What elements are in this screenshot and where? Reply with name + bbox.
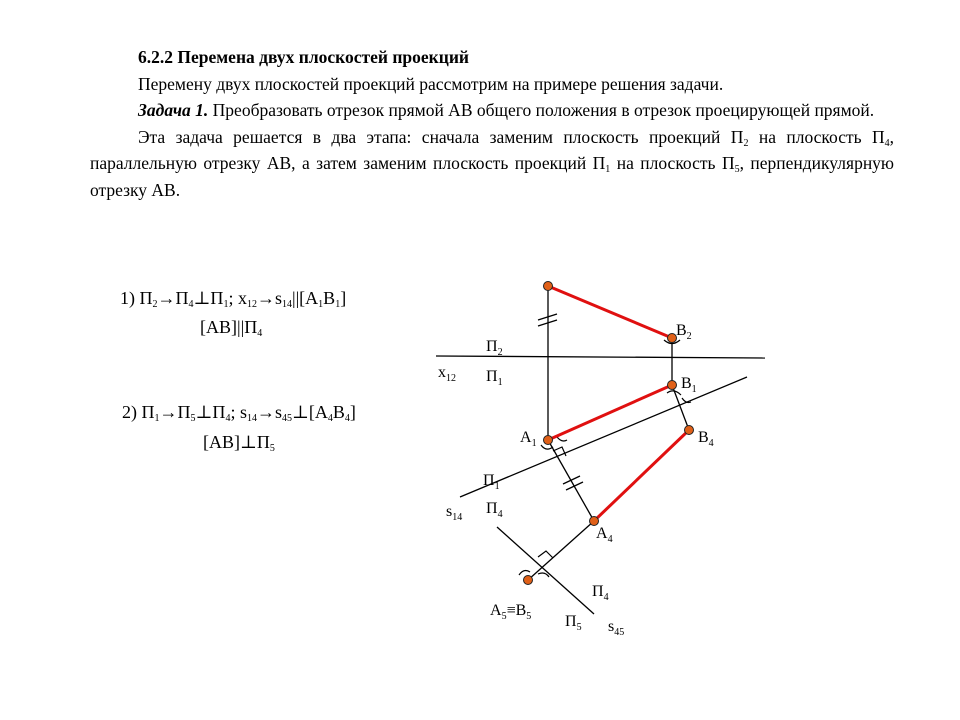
step1-part: 1) П [120, 288, 153, 308]
link-line-a4-a5 [528, 521, 594, 580]
step2-part: 2) П [122, 402, 155, 422]
step1-sub: 14 [281, 299, 292, 310]
step1-result-text: [AB]||П [200, 317, 258, 337]
step2-part: B [332, 402, 345, 422]
label-a5-b5: $A_5\equiv B_5$ [490, 602, 532, 622]
arc-mark [519, 571, 530, 575]
step1-part: ; x [228, 288, 247, 308]
stages-text-5: , перпендикулярную отрезку AB. [90, 153, 895, 200]
label-b1: $B_1$ [681, 375, 697, 395]
arc-mark [667, 391, 681, 395]
point-a2 [544, 282, 553, 291]
step1-part: →П [157, 288, 189, 308]
segment-a1b1 [548, 385, 672, 440]
step2-part: ; s [230, 402, 247, 422]
step1-sub: 1 [223, 299, 229, 310]
step2-sub: 5 [190, 413, 196, 424]
point-b1 [668, 381, 677, 390]
step1-sub: 12 [246, 299, 257, 310]
step1-part: →s [256, 288, 282, 308]
section-heading: 6.2.2 Перемена двух плоскостей проекций [138, 47, 470, 67]
stages-text-2: на плоскость П [748, 126, 885, 147]
stages-sub-3: 1 [605, 164, 611, 175]
label-p1-top: $П_1$ [486, 368, 503, 388]
step2-sub: 4 [327, 413, 333, 424]
step1-sub: 1 [318, 299, 324, 310]
step1-part: ⊥П [193, 288, 224, 308]
stages-text-1: Эта задача решается в два этапа: сначала заменим плоскость проекций П [138, 126, 744, 147]
intro-paragraph: Перемену двух плоскостей проекций рассмотрим на примере решения задачи. [138, 73, 724, 94]
step2-sub: 4 [225, 413, 231, 424]
label-p4-bot: $П_4$ [592, 583, 609, 603]
label-p2-top: $П_2$ [486, 338, 503, 358]
step2-sub: 1 [154, 413, 160, 424]
label-s45: $s_{45}$ [608, 618, 625, 638]
segment-a4b4 [594, 430, 689, 521]
step1-sub: 4 [188, 299, 194, 310]
task-label: Задача 1. [138, 100, 209, 120]
stages-sub-4: 5 [734, 164, 740, 175]
step2-part: ⊥[A [291, 402, 328, 422]
step2-part: →П [159, 402, 191, 422]
step2-result-sub: 5 [269, 443, 275, 454]
step2-sub: 14 [246, 413, 257, 424]
step2-sub: 45 [281, 413, 292, 424]
label-b2: $B_2$ [676, 322, 692, 342]
tick-mark [563, 476, 580, 484]
label-b4: $B_4$ [698, 429, 714, 449]
task-text: Преобразовать отрезок прямой AB общего положения в отрезок проецирующей прямой. [208, 100, 875, 120]
step1-sub: 2 [152, 299, 158, 310]
label-p5: $П_5$ [565, 613, 582, 633]
label-x12: $x_{12}$ [438, 364, 456, 384]
step2-part: ] [349, 402, 356, 422]
x12-axis [436, 356, 765, 358]
right-angle-marker-2 [538, 551, 553, 558]
step2-result-text: [AB]⊥П [203, 432, 270, 452]
step2-part: ⊥П [195, 402, 226, 422]
arc-mark [538, 573, 549, 577]
s45-axis [497, 527, 594, 614]
label-p4-mid: $П_4$ [486, 500, 503, 520]
step1-part: ] [340, 288, 347, 308]
point-b4 [685, 426, 694, 435]
label-p1-mid: $П_1$ [483, 472, 500, 492]
arc-mark [682, 398, 691, 403]
point-a5b5 [524, 576, 533, 585]
step1-sub: 1 [335, 299, 341, 310]
tick-mark [566, 482, 583, 490]
step2-sub: 4 [344, 413, 350, 424]
arc-mark [557, 437, 567, 441]
label-s14: $s_{14}$ [446, 503, 463, 523]
stages-sub-1: 2 [743, 137, 749, 149]
step2-part: →s [256, 402, 282, 422]
segment-a2b2 [548, 286, 672, 338]
step1-part: ||[A [291, 288, 319, 308]
stages-text-4: на плоскость П [610, 153, 735, 173]
label-a1: $A_1$ [520, 429, 537, 449]
point-a1 [544, 436, 553, 445]
stages-text-3: , параллельную отрезку AB, а затем заменим плоскость проекций П [90, 126, 894, 173]
step1-result-sub: 4 [257, 328, 263, 339]
label-a4: $A_4$ [596, 525, 613, 545]
step1-part: B [323, 288, 336, 308]
stages-sub-2: 4 [884, 137, 890, 149]
